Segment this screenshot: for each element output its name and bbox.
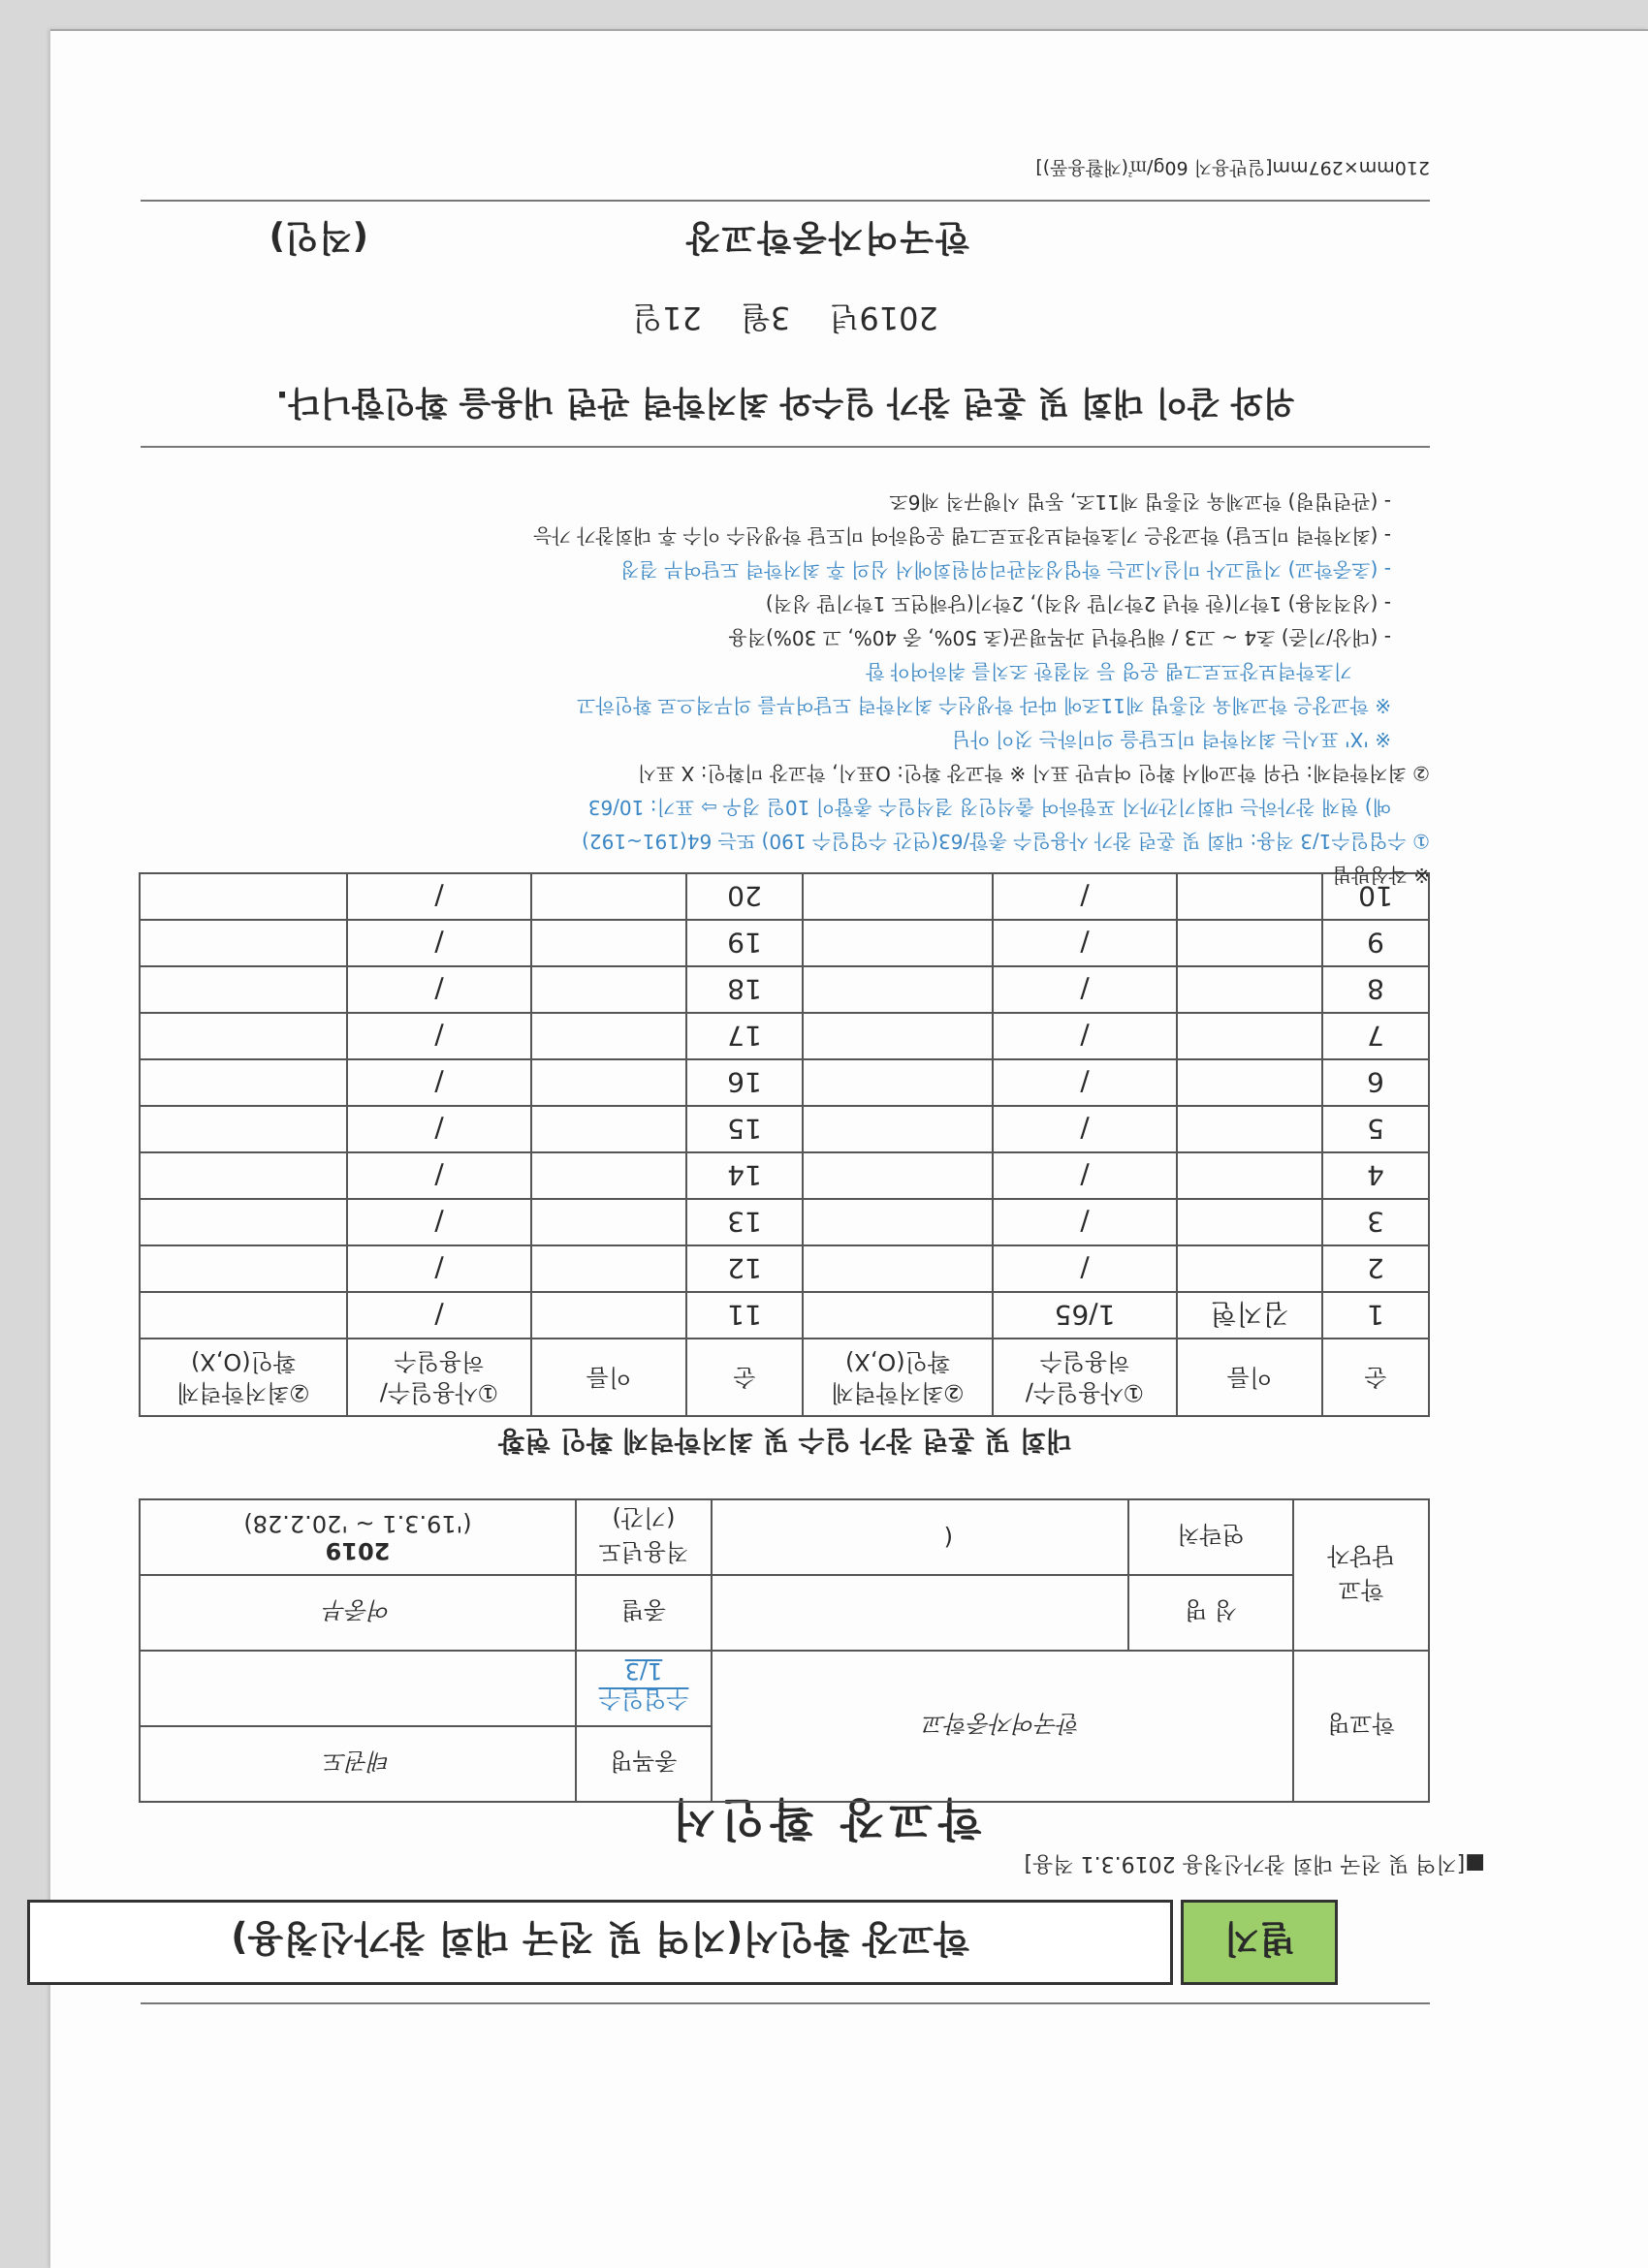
- row-no: 3: [1322, 1199, 1429, 1245]
- instruction-line: ① 수업일수1/3 적용: 대회 및 훈련 참가 사용일수 총합/63(연간 수업일수 190) 또는 64(191~192): [582, 830, 1430, 853]
- row-no: 5: [1322, 1106, 1429, 1152]
- table-row: [140, 920, 1429, 966]
- instruction-line: ② 최저학력제: 단위 학교에서 확인 여부만 표시 ※ 학교장 확인: O표시, 학교장 미확인: X 표시: [637, 762, 1430, 785]
- row-days: /: [993, 1059, 1177, 1106]
- row-check: [803, 1245, 993, 1292]
- row-check-2: [140, 1199, 347, 1245]
- row-check-2: [140, 1292, 347, 1339]
- row-check-2: [140, 1106, 347, 1152]
- official-seal-mark: (직인): [269, 217, 368, 257]
- row-no-2: 18: [686, 966, 803, 1013]
- instructions-heading: ※ 작성방법: [1332, 864, 1430, 887]
- row-days: /: [993, 1199, 1177, 1245]
- period-label: 적용년도 (기간): [576, 1499, 712, 1575]
- participation-table: [139, 872, 1430, 1417]
- teacher-label: 학교 담당자: [1293, 1499, 1429, 1651]
- teacher-name-value: [712, 1575, 1128, 1651]
- row-days: /: [993, 966, 1177, 1013]
- row-name: [1177, 1059, 1322, 1106]
- row-check-2: [140, 920, 347, 966]
- instruction-line: - (최저학력 미도달) 학교장은 기초학력보장프로그램 운영하여 미도달 학생선수 이수 후 대회참가 가능: [533, 524, 1391, 548]
- table-row: [140, 1106, 1429, 1152]
- row-no: 4: [1322, 1152, 1429, 1199]
- row-check-2: [140, 1152, 347, 1199]
- table-row: [140, 1245, 1429, 1292]
- row-days: /: [993, 1245, 1177, 1292]
- row-no: 7: [1322, 1013, 1429, 1059]
- row-name-2: [531, 1152, 686, 1199]
- row-name-2: [531, 966, 686, 1013]
- table-row: [140, 1292, 1429, 1339]
- row-no: 8: [1322, 966, 1429, 1013]
- row-days: /: [993, 920, 1177, 966]
- row-name-2: [531, 1013, 686, 1059]
- row-check: [803, 1152, 993, 1199]
- row-no-2: 17: [686, 1013, 803, 1059]
- row-name: [1177, 1199, 1322, 1245]
- col-header-name: 이름: [1177, 1339, 1322, 1416]
- row-no: 2: [1322, 1245, 1429, 1292]
- teacher-name-label: 성 명: [1128, 1575, 1293, 1651]
- instruction-line: 기초학력보장프로그램 운영 등 적절한 조치를 취하여야 함: [866, 660, 1352, 683]
- row-name-2: [531, 920, 686, 966]
- participation-title: 대회 및 훈련 참가 일수 및 최저학력제 확인 현황: [498, 1425, 1072, 1457]
- school-info-table: [139, 1498, 1430, 1803]
- school-name-label: 학교명: [1293, 1651, 1429, 1802]
- table-header-row: [140, 1339, 1429, 1416]
- instruction-line: ※ 'X' 표시는 최저학력 미도달을 의미하는 것이 아님: [951, 728, 1391, 751]
- instruction-line: - (성적적용) 1학기(한 학년 2학기말 성적), 2학기(당해연도 1학기말 성적): [765, 592, 1391, 615]
- row-no: 1: [1322, 1292, 1429, 1339]
- row-days: /: [993, 1106, 1177, 1152]
- row-days-2: /: [347, 920, 531, 966]
- row-name: [1177, 966, 1322, 1013]
- row-name: [1177, 1152, 1322, 1199]
- row-name-2: [531, 1199, 686, 1245]
- row-no-2: 19: [686, 920, 803, 966]
- row-days-2: /: [347, 1292, 531, 1339]
- row-name: [1177, 920, 1322, 966]
- row-no-2: 20: [686, 873, 803, 920]
- row-check: [803, 1106, 993, 1152]
- instruction-line: - (초중학교) 지필고사 미실시교는 학업성적관리위원회에서 심의 후 최저학력 도달여부 결정: [620, 558, 1391, 582]
- appendix-badge: 별지: [1181, 1900, 1338, 1985]
- row-name: [1177, 1106, 1322, 1152]
- row-days: /: [993, 1013, 1177, 1059]
- row-name-2: [531, 1245, 686, 1292]
- contact-label: 연락처: [1128, 1499, 1293, 1575]
- paper-spec: 210mm×297mm[일반용지 60g/㎡(재활용품)]: [1035, 157, 1430, 178]
- row-days-2: /: [347, 1199, 531, 1245]
- division-label: 종별: [576, 1575, 712, 1651]
- instructions-rule: [141, 446, 1430, 448]
- instruction-line: ※ 학교장은 학교체육 진흥법 제11조에 따라 학생선수 최저학력 도달여부를 의무적으로 확인하고: [577, 694, 1391, 717]
- row-name: 김지현: [1177, 1292, 1322, 1339]
- row-no: 9: [1322, 920, 1429, 966]
- row-check: [803, 920, 993, 966]
- confirmation-date: 2019년 3월 21일: [632, 299, 938, 336]
- row-name: [1177, 1013, 1322, 1059]
- row-no-2: 13: [686, 1199, 803, 1245]
- row-days: /: [993, 1152, 1177, 1199]
- school-name-value: 한국여자중학교: [712, 1651, 1293, 1802]
- one-third-label: 수업일수 1/3: [576, 1651, 712, 1726]
- sport-value: 태권도: [140, 1726, 576, 1802]
- row-check: [803, 1199, 993, 1245]
- row-check-2: [140, 1059, 347, 1106]
- row-check: [803, 1013, 993, 1059]
- instruction-line: - (대상/기준) 초4 ~ 고3 / 해당학년 과목평균(초 50%, 중 40%, 고 30%)적용: [728, 626, 1391, 649]
- row-no-2: 11: [686, 1292, 803, 1339]
- form-title: 학교장 확인서(지역 및 전국 대회 참가신청용): [27, 1900, 1173, 1985]
- col-header-check-2: ②최저학력제 확인(O,X): [140, 1339, 347, 1416]
- col-header-no: 순: [1322, 1339, 1429, 1416]
- row-name: [1177, 1245, 1322, 1292]
- table-row: [140, 1059, 1429, 1106]
- row-days-2: /: [347, 1152, 531, 1199]
- period-range: ('19.3.1 ~ '20.2.28): [243, 1510, 472, 1537]
- table-row: [140, 1152, 1429, 1199]
- row-days-2: /: [347, 966, 531, 1013]
- row-check-2: [140, 1245, 347, 1292]
- table-row: [140, 1013, 1429, 1059]
- row-name-2: [531, 1292, 686, 1339]
- col-header-days: ①사용일수/ 허용일수: [993, 1339, 1177, 1416]
- row-days-2: /: [347, 1013, 531, 1059]
- row-days-2: /: [347, 1059, 531, 1106]
- row-days-2: /: [347, 873, 531, 920]
- instructions: [141, 485, 1430, 892]
- top-rule: [141, 2002, 1430, 2004]
- bottom-rule: [141, 200, 1430, 202]
- table-row: [140, 966, 1429, 1013]
- row-name-2: [531, 1106, 686, 1152]
- row-name-2: [531, 1059, 686, 1106]
- sport-label: 종목명: [576, 1726, 712, 1802]
- row-no: 6: [1322, 1059, 1429, 1106]
- row-check-2: [140, 1013, 347, 1059]
- contact-value: (: [712, 1499, 1128, 1575]
- period-value: [140, 1499, 576, 1575]
- instruction-line: - (관련법령) 학교체육 진흥법 제11조, 동법 시행규칙 제6조: [889, 490, 1391, 514]
- row-check-2: [140, 966, 347, 1013]
- row-no-2: 15: [686, 1106, 803, 1152]
- row-days: /: [993, 873, 1177, 920]
- col-header-no-2: 순: [686, 1339, 803, 1416]
- col-header-check: ②최저학력제 확인(O,X): [803, 1339, 993, 1416]
- col-header-days-2: ①사용일수/ 허용일수: [347, 1339, 531, 1416]
- division-value: 여중부: [140, 1575, 576, 1651]
- table-row: [140, 1199, 1429, 1245]
- period-year: 2019: [325, 1537, 391, 1564]
- row-no-2: 14: [686, 1152, 803, 1199]
- row-check: [803, 1292, 993, 1339]
- row-no-2: 12: [686, 1245, 803, 1292]
- confirmation-statement: 위와 같이 대회 및 훈련 참가 일수와 최저학력 관련 내용을 확인합니다.: [275, 383, 1295, 422]
- row-check: [803, 966, 993, 1013]
- row-check: [803, 1059, 993, 1106]
- application-notice: ■[지역 및 전국 대회 참가신청용 2019.3.1 적용]: [1024, 1851, 1485, 1875]
- instruction-line: 예) 현재 참가하는 대회기간까지 포함하여 출석인정 결석일수 총합이 10일 경우 ⇨ 표기: 10/63: [587, 796, 1391, 819]
- row-days-2: /: [347, 1106, 531, 1152]
- row-no-2: 16: [686, 1059, 803, 1106]
- row-days: 1/65: [993, 1292, 1177, 1339]
- row-days-2: /: [347, 1245, 531, 1292]
- document-title: 학교장 확인서: [666, 1793, 982, 1845]
- row-no: 10: [1322, 873, 1429, 920]
- col-header-name-2: 이름: [531, 1339, 686, 1416]
- one-third-value: [140, 1651, 576, 1726]
- signer-name: 한국여자중학교장: [683, 217, 969, 257]
